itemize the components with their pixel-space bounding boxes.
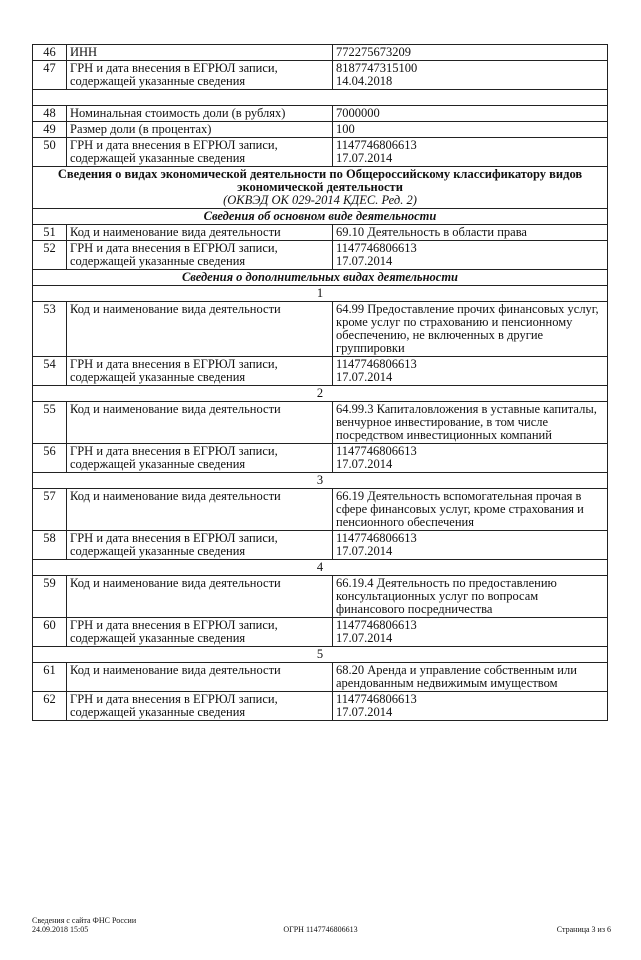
table-row xyxy=(33,225,608,241)
field-value: 66.19 Деятельность вспомогательная прочая в сфере финансовых услуг, кроме страхования и пенсионного обеспечения xyxy=(333,489,608,531)
section-title: Сведения о видах экономической деятельности по Общероссийскому классификатору видов экономической деятельности xyxy=(57,167,583,194)
field-value: 69.10 Деятельность в области права xyxy=(333,225,608,241)
blank-cell xyxy=(33,90,608,106)
field-label: Код и наименование вида деятельности xyxy=(67,663,333,692)
field-label: Код и наименование вида деятельности xyxy=(67,489,333,531)
table-row xyxy=(33,692,608,721)
field-label: Код и наименование вида деятельности xyxy=(67,302,333,357)
row-number: 55 xyxy=(33,402,67,444)
field-value: 1147746806613 17.07.2014 xyxy=(333,241,608,270)
table-row xyxy=(33,444,608,473)
footer-ogrn: ОГРН 1147746806613 xyxy=(283,925,358,934)
row-number: 51 xyxy=(33,225,67,241)
field-label: Код и наименование вида деятельности xyxy=(67,402,333,444)
section-subtitle: (ОКВЭД ОК 029-2014 КДЕС. Ред. 2) xyxy=(223,193,417,207)
field-label: ГРН и дата внесения в ЕГРЮЛ записи, содержащей указанные сведения xyxy=(67,618,333,647)
field-value: 64.99 Предоставление прочих финансовых услуг, кроме услуг по страхованию и пенсионному обеспечению, не включенных в другие группировки xyxy=(333,302,608,357)
row-number: 53 xyxy=(33,302,67,357)
group-index: 3 xyxy=(33,473,608,489)
field-label: Код и наименование вида деятельности xyxy=(67,576,333,618)
group-index: 1 xyxy=(33,286,608,302)
table-row xyxy=(33,576,608,618)
group-index: 5 xyxy=(33,647,608,663)
footer-source: Сведения с сайта ФНС России xyxy=(32,916,137,925)
field-value: 1147746806613 17.07.2014 xyxy=(333,357,608,386)
row-number: 56 xyxy=(33,444,67,473)
field-value: 7000000 xyxy=(333,106,608,122)
group-index-row xyxy=(33,560,608,576)
table-row xyxy=(33,241,608,270)
row-number: 48 xyxy=(33,106,67,122)
field-label: Код и наименование вида деятельности xyxy=(67,225,333,241)
table-body xyxy=(33,45,608,721)
table-row xyxy=(33,61,608,90)
field-label: ГРН и дата внесения в ЕГРЮЛ записи, содержащей указанные сведения xyxy=(67,138,333,167)
additional-activities-heading: Сведения о дополнительных видах деятельности xyxy=(33,270,608,286)
field-label: ГРН и дата внесения в ЕГРЮЛ записи, содержащей указанные сведения xyxy=(67,241,333,270)
row-number: 61 xyxy=(33,663,67,692)
field-label: ГРН и дата внесения в ЕГРЮЛ записи, содержащей указанные сведения xyxy=(67,444,333,473)
footer-datetime: 24.09.2018 15:05 xyxy=(32,925,89,934)
row-number: 47 xyxy=(33,61,67,90)
footer-page-number: Страница 3 из 6 xyxy=(556,925,611,934)
blank-row xyxy=(33,90,608,106)
row-number: 50 xyxy=(33,138,67,167)
row-number: 58 xyxy=(33,531,67,560)
field-value: 68.20 Аренда и управление собственным или арендованным недвижимым имуществом xyxy=(333,663,608,692)
egrul-extract-table xyxy=(32,44,608,721)
table-row xyxy=(33,402,608,444)
field-value: 1147746806613 17.07.2014 xyxy=(333,138,608,167)
table-row xyxy=(33,618,608,647)
row-number: 57 xyxy=(33,489,67,531)
row-number: 62 xyxy=(33,692,67,721)
field-value: 8187747315100 14.04.2018 xyxy=(333,61,608,90)
row-number: 49 xyxy=(33,122,67,138)
field-value: 1147746806613 17.07.2014 xyxy=(333,618,608,647)
field-label: Размер доли (в процентах) xyxy=(67,122,333,138)
field-label: ГРН и дата внесения в ЕГРЮЛ записи, содержащей указанные сведения xyxy=(67,692,333,721)
row-number: 46 xyxy=(33,45,67,61)
field-label: ГРН и дата внесения в ЕГРЮЛ записи, содержащей указанные сведения xyxy=(67,61,333,90)
row-number: 52 xyxy=(33,241,67,270)
additional-activities-heading-row xyxy=(33,270,608,286)
field-value: 66.19.4 Деятельность по предоставлению консультационных услуг по вопросам финансового посредничества xyxy=(333,576,608,618)
section-heading xyxy=(33,167,608,209)
field-label: ИНН xyxy=(67,45,333,61)
field-value: 1147746806613 17.07.2014 xyxy=(333,531,608,560)
field-value: 772275673209 xyxy=(333,45,608,61)
main-activity-heading-row xyxy=(33,209,608,225)
field-label: Номинальная стоимость доли (в рублях) xyxy=(67,106,333,122)
group-index: 2 xyxy=(33,386,608,402)
field-label: ГРН и дата внесения в ЕГРЮЛ записи, содержащей указанные сведения xyxy=(67,531,333,560)
table-row xyxy=(33,45,608,61)
field-label: ГРН и дата внесения в ЕГРЮЛ записи, содержащей указанные сведения xyxy=(67,357,333,386)
table-row xyxy=(33,357,608,386)
section-heading-row xyxy=(33,167,608,209)
group-index-row xyxy=(33,647,608,663)
table-row xyxy=(33,489,608,531)
row-number: 59 xyxy=(33,576,67,618)
group-index-row xyxy=(33,286,608,302)
table-row xyxy=(33,531,608,560)
group-index-row xyxy=(33,473,608,489)
table-row xyxy=(33,106,608,122)
field-value: 64.99.3 Капиталовложения в уставные капиталы, венчурное инвестирование, в том числе посредством инвестиционных компаний xyxy=(333,402,608,444)
group-index: 4 xyxy=(33,560,608,576)
field-value: 100 xyxy=(333,122,608,138)
table-row xyxy=(33,302,608,357)
main-activity-heading: Сведения об основном виде деятельности xyxy=(33,209,608,225)
group-index-row xyxy=(33,386,608,402)
table-row xyxy=(33,122,608,138)
row-number: 60 xyxy=(33,618,67,647)
field-value: 1147746806613 17.07.2014 xyxy=(333,444,608,473)
table-row xyxy=(33,138,608,167)
field-value: 1147746806613 17.07.2014 xyxy=(333,692,608,721)
table-row xyxy=(33,663,608,692)
row-number: 54 xyxy=(33,357,67,386)
